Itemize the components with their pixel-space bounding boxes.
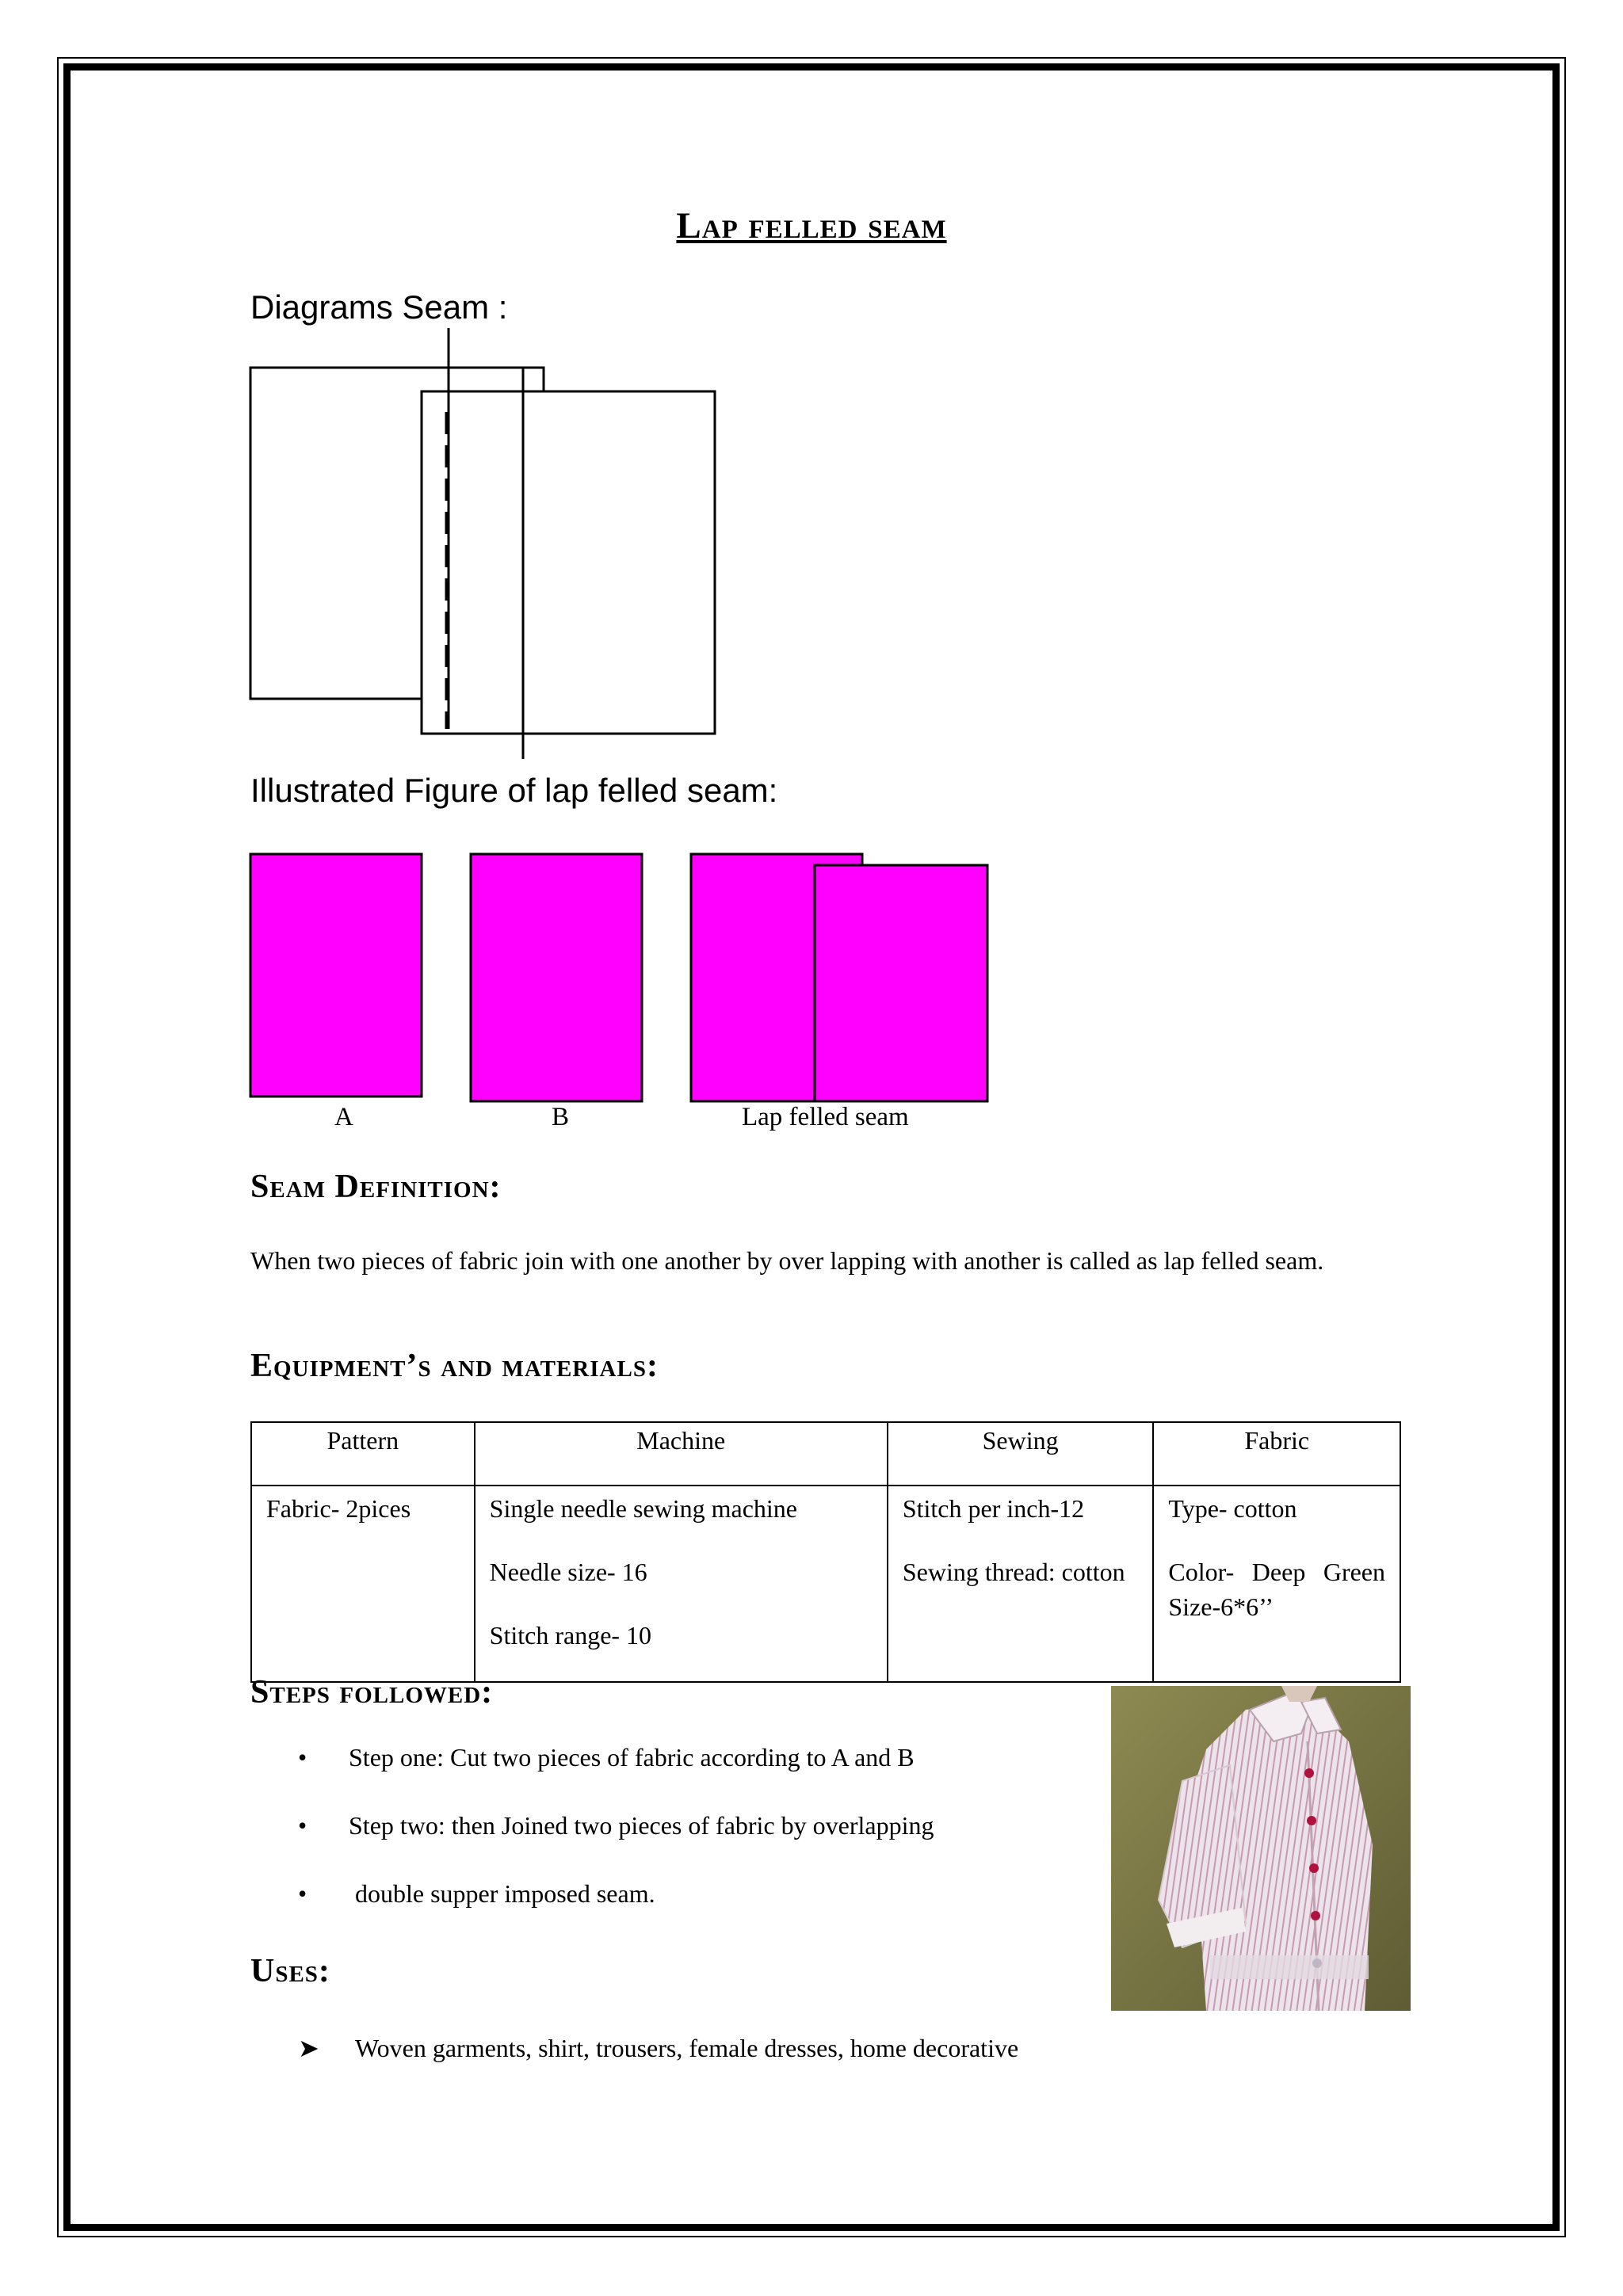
bullet-icon: • (298, 1743, 307, 1772)
table-header-row (251, 1422, 1400, 1486)
bullet-icon: • (298, 1879, 307, 1908)
cell-machine (475, 1486, 888, 1682)
machine-type: Single needle sewing machine (489, 1494, 797, 1523)
cell-sewing (888, 1486, 1154, 1682)
list-item (293, 1811, 934, 1879)
cell-fabric (1153, 1486, 1400, 1682)
header-machine: Machine (475, 1422, 888, 1486)
page-title: Lap felled seam (676, 205, 947, 246)
stitch-per-inch: Stitch per inch-12 (902, 1494, 1085, 1523)
header-fabric: Fabric (1153, 1422, 1400, 1486)
fabric-b (471, 854, 642, 1101)
list-item (293, 1743, 934, 1811)
pattern-value: Fabric- 2pices (266, 1494, 411, 1523)
bullet-icon: • (298, 1811, 307, 1840)
table-row (251, 1486, 1400, 1682)
illustrated-heading: Illustrated Figure of lap felled seam: (250, 772, 778, 809)
fabric-piece-right (422, 391, 715, 734)
figure-label-b: B (552, 1103, 570, 1131)
sewing-thread: Sewing thread: cotton (902, 1558, 1125, 1586)
seam-diagram (238, 325, 729, 769)
uses-list (298, 2033, 1018, 2063)
arrow-bullet-icon: ➤ (298, 2034, 319, 2062)
lap-fabric-front (815, 865, 987, 1101)
step-text: double supper imposed seam. (349, 1879, 655, 1908)
step-text: Step two: then Joined two pieces of fabric by overlapping (349, 1811, 934, 1840)
figure-label-a: A (334, 1103, 353, 1131)
definition-heading: Seam Definition: (250, 1169, 502, 1205)
equipment-heading: Equipment’s and materials: (250, 1348, 659, 1384)
steps-list (293, 1743, 934, 1947)
uses-item: Woven garments, shirt, trousers, female dresses, home decorative (355, 2034, 1019, 2062)
definition-text: When two pieces of fabric join with one another by over lapping with another is called as lap felled seam. (250, 1246, 1324, 1275)
uses-heading: Uses: (250, 1953, 330, 1989)
header-sewing: Sewing (888, 1422, 1154, 1486)
equipment-table (250, 1421, 1401, 1683)
fabric-type: Type- cotton (1168, 1494, 1297, 1523)
figure-label-lap-felled: Lap felled seam (742, 1103, 909, 1131)
header-pattern: Pattern (251, 1422, 475, 1486)
shirt-photo (1111, 1686, 1411, 2011)
illustrated-figure (238, 848, 999, 1109)
fabric-a (250, 854, 422, 1097)
cell-pattern (251, 1486, 475, 1682)
fabric-color-size: Color- Deep Green Size-6*6’’ (1168, 1558, 1385, 1621)
needle-size: Needle size- 16 (489, 1558, 647, 1586)
step-text: Step one: Cut two pieces of fabric according to A and B (349, 1743, 915, 1772)
diagram-heading: Diagrams Seam : (250, 288, 508, 326)
stitch-range: Stitch range- 10 (489, 1621, 652, 1650)
steps-heading: Steps followed: (250, 1674, 494, 1711)
list-item (293, 1879, 934, 1947)
